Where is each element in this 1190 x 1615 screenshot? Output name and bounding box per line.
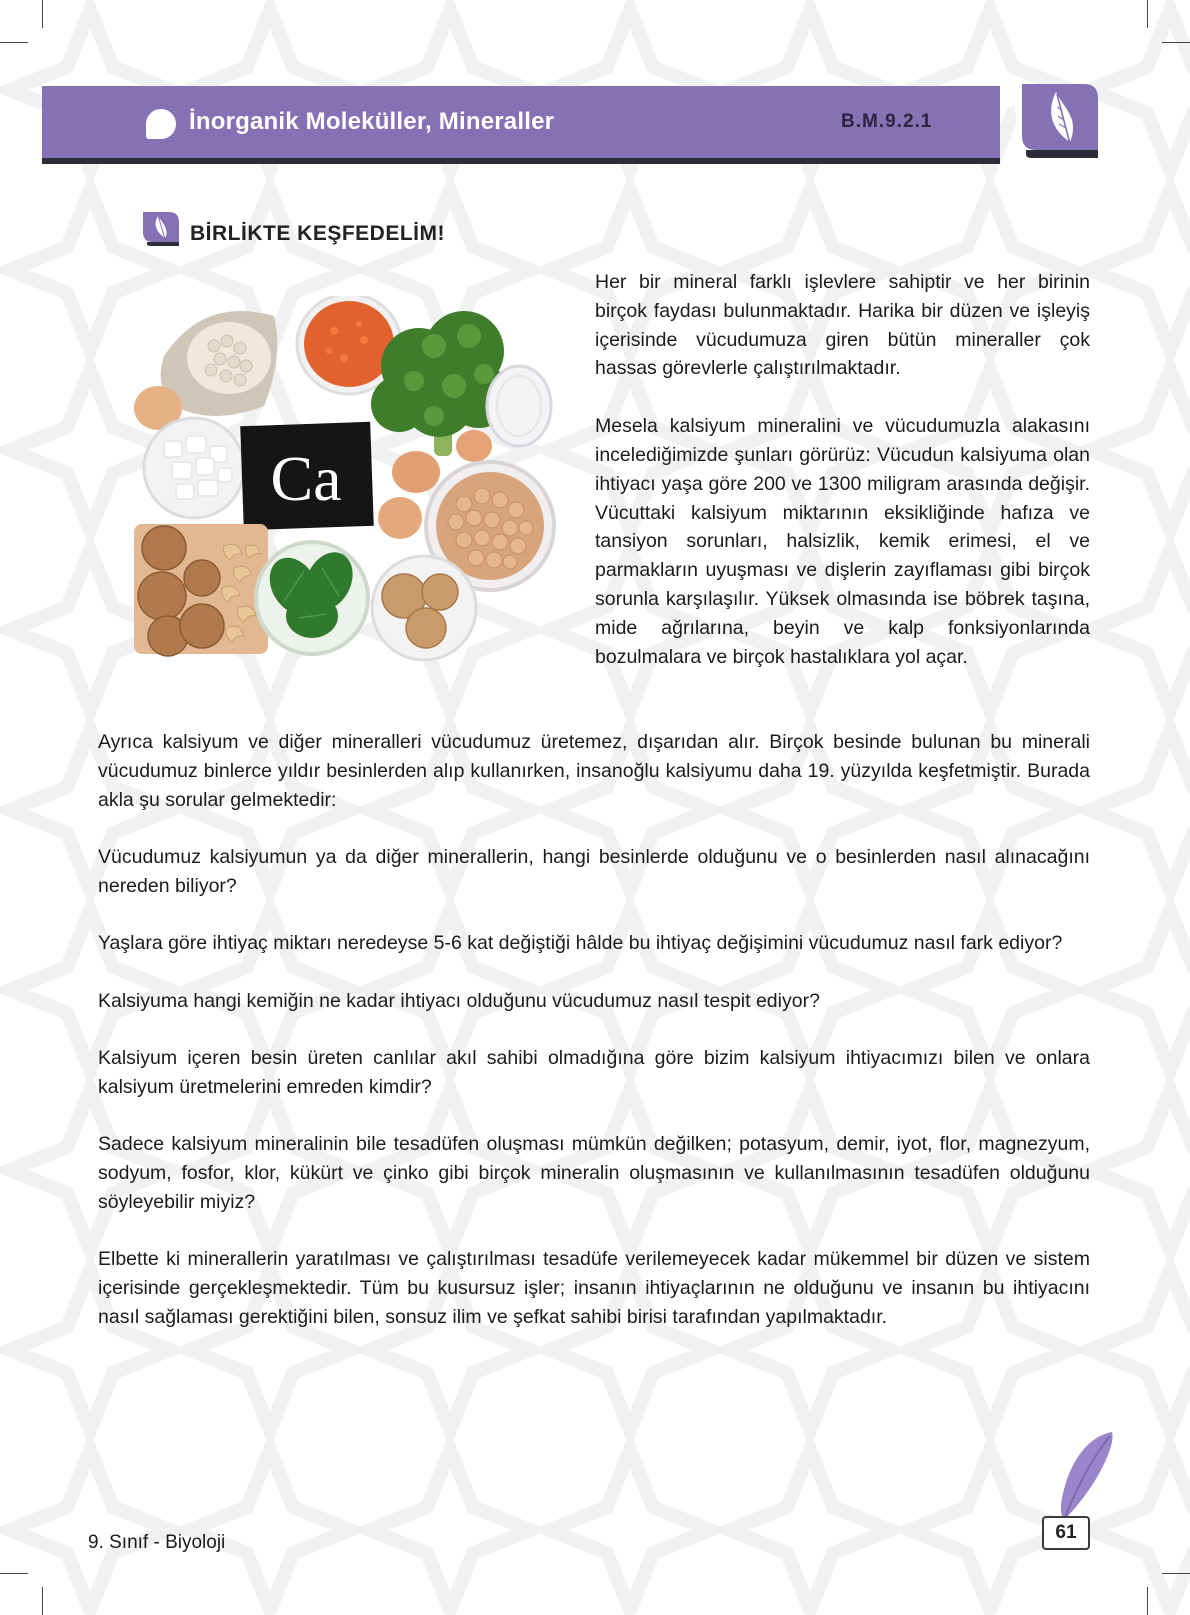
body-paragraph: Ayrıca kalsiyum ve diğer mineralleri vücudumuz üretemez, dışarıdan alır. Birçok besinde bulunan bu minerali vücudumuz binlerce yıldır besinlerden alıp kullanırken, insanoğlu kalsiyumu daha 19. yüzyılda keşfetmiştir. Burada akla şu sorular gelmektedir: (98, 731, 1090, 811)
feather-badge-icon (139, 208, 181, 246)
spinach-bowl (256, 542, 368, 654)
egg (456, 430, 492, 462)
jar-lid (487, 366, 551, 446)
crop-mark (1147, 0, 1148, 28)
crop-mark (0, 42, 28, 43)
crop-mark (42, 0, 43, 28)
crop-mark (42, 1587, 43, 1615)
page-number: 61 (1042, 1516, 1090, 1550)
header-bullet-icon (146, 109, 176, 139)
calcium-symbol: Ca (270, 443, 342, 514)
egg (378, 497, 422, 539)
dried-fig-bowl (372, 556, 476, 660)
feta-cheese-bowl (144, 418, 244, 518)
header-shadow (42, 158, 1000, 164)
body-text (98, 728, 1090, 1360)
crop-mark (1162, 42, 1190, 43)
crop-mark (1162, 1573, 1190, 1574)
intro-paragraph: Her bir mineral farklı işlevlere sahiptir ve her birinin birçok faydası bulunmaktadır. Harika bir düzen ve işleyiş içerisinde vücudumuza giren bütün mineraller çok hassas görevlerle çalıştırılmaktadır. (595, 271, 1090, 380)
question-paragraph: Kalsiyuma hangi kemiğin ne kadar ihtiyacı olduğunu vücudumuz nasıl tespit ediyor? (98, 989, 820, 1012)
dried-figs (134, 524, 268, 656)
intro-column (595, 268, 1090, 700)
calcium-card (240, 422, 374, 530)
curriculum-code: B.M.9.2.1 (841, 111, 933, 132)
footer-book-label: 9. Sınıf - Biyoloji (88, 1532, 226, 1553)
quill-feather-icon (1012, 78, 1102, 164)
question-paragraph: Kalsiyum içeren besin üreten canlılar akıl sahibi olmadığına göre bizim kalsiyum ihtiyacımızı bilen ve onlara kalsiyum üretmelerini emreden kimdir? (98, 1046, 1090, 1098)
section-title: BİRLİKTE KEŞFEDELİM! (190, 222, 445, 245)
question-paragraph: Vücudumuz kalsiyumun ya da diğer minerallerin, hangi besinlerde olduğunu ve o besinlerden nasıl alınacağını nereden biliyor? (98, 845, 1090, 897)
question-paragraph: Sadece kalsiyum mineralinin bile tesadüfen oluşması mümkün değilken; potasyum, demir, iyot, flor, magnezyum, sodyum, fosfor, klor, kükürt ve çinko gibi birçok mineralin oluşmasının ve kullanılmasının tesadüfen olduğunu söyleyebilir miyiz? (98, 1133, 1090, 1213)
calcium-paragraph: Mesela kalsiyum mineralini ve vücudumuzla alakasını incelediğimizde şunları görürüz: Vücudun kalsiyuma olan ihtiyacı yaşa göre 200 ve 1300 miligram arasında değişir. Vücuttaki kalsiyum miktarının eksikliğinde hafıza ve tansiyon sorunları, halsizlik, kemik erimesi, el ve parmakların uyuşması ve dişlerin zayıflaması gibi birçok sorunla karşılaşılır. Yüksek olmasında ise böbrek taşına, mide ağrılarına, beyin ve kalp fonksiyonlarında bozulmalara ve birçok hastalıklara yol açar. (595, 415, 1090, 668)
page-title: İnorganik Moleküller, Mineraller (189, 108, 555, 135)
crop-mark (1147, 1587, 1148, 1615)
crop-mark (0, 1573, 28, 1574)
calcium-foods-illustration (134, 296, 564, 676)
egg (392, 451, 440, 493)
question-paragraph: Yaşlara göre ihtiyaç miktarı neredeyse 5-6 kat değiştiği hâlde bu ihtiyaç değişimini vücudumuz nasıl fark ediyor? (98, 932, 1063, 955)
conclusion-paragraph: Elbette ki minerallerin yaratılması ve çalıştırılması tesadüfe verilemeyecek kadar mükemmel bir düzen ve sistem içerisinde gerçekleşmektedir. Tüm bu kusursuz işler; insanın ihtiyaçlarının ne olduğunu ve insanın bu ihtiyacını nasıl sağlaması gerektiğini bilen, sonsuz ilim ve şefkat sahibi birisi tarafından yapılmaktadır. (98, 1248, 1090, 1328)
